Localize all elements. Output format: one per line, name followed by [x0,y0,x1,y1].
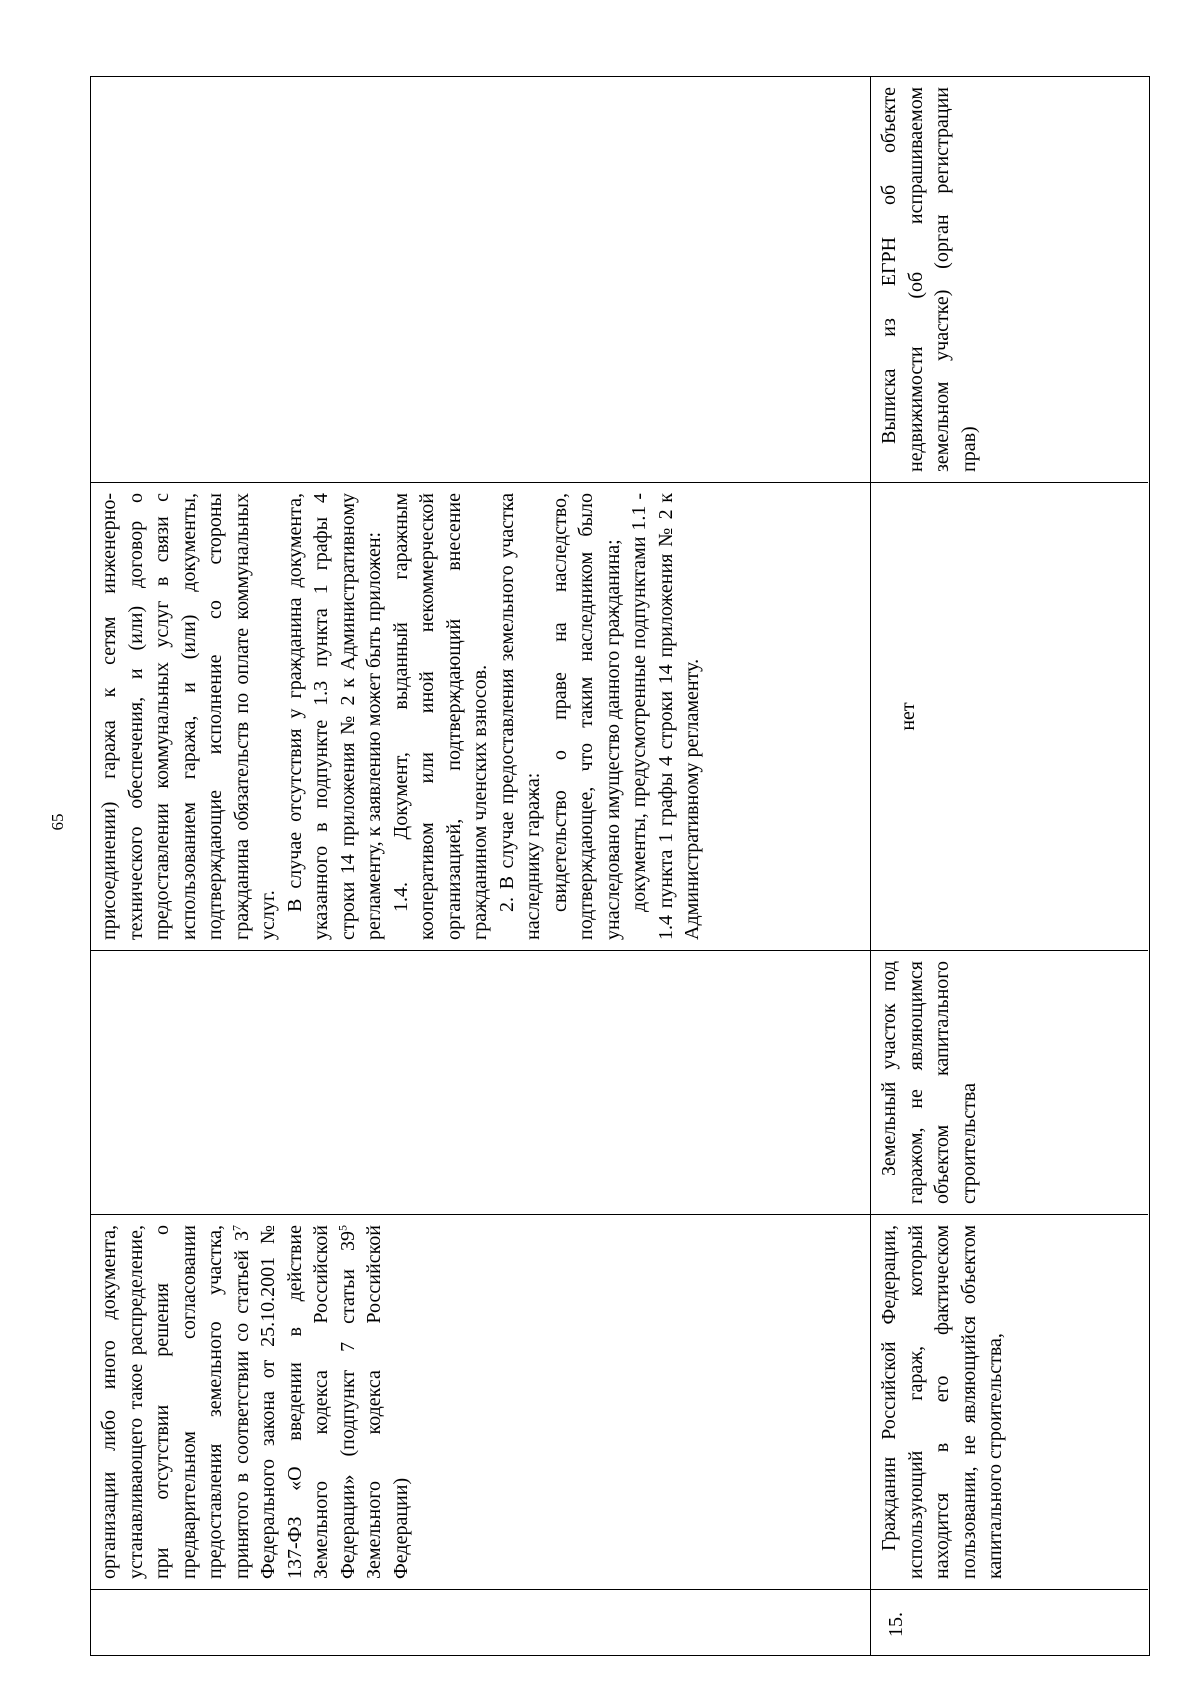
documents-paragraph: свидетельство о праве на наследство, подтверждающее, что таким наследником было унаследовано имущество данного гражданина; [548,493,624,940]
cell-documents-continued [91,482,870,950]
documents-text: нет [897,702,919,731]
cell-object-empty [91,950,870,1214]
documents-text [91,483,710,950]
documents-paragraph: 1.4. Документ, выданный гаражным кооперативом или иной некоммерческой организацией, подтверждающий внесение гражданином членских взносов. [389,493,491,940]
table-landscape [90,76,1150,1656]
page-number: 65 [48,813,67,831]
table-row-continued [91,76,871,1655]
cell-applicant-continued [91,1214,870,1589]
cell-extract-empty [91,77,870,482]
documents-paragraph: документы, предусмотренные подпунктами 1.1 - 1.4 пункта 1 графы 4 строки 14 приложения № 2 к Административному регламенту. [628,493,703,940]
documents-paragraph: присоединении) гаража к сетям инженерно-технического обеспечения, и (или) договор о предоставлении коммунальных услуг в связи с использованием гаража, и (или) документы, подтверждающие исполнение со стороны гражданина обязательств по оплате коммунальных услуг. [98,493,279,940]
extract-text: Выписка из ЕГРН об объекте недвижимости (об испрашиваемом земельном участке) (орган регистрации прав) [878,87,980,472]
row-number: 15. [885,1612,907,1637]
table-row-15 [871,76,1148,1655]
cell-object [871,950,1148,1214]
applicant-text: Гражданин Российской Федерации, использующий гараж, который находится в его фактическом пользовании, не являющийся объектом капитального строительства, [878,1225,1006,1579]
cell-number-empty [91,1589,870,1655]
object-text: Земельный участок под гаражом, не являющимся объектом капитального строительства [878,961,980,1204]
cell-extract [871,77,1148,482]
document-table [90,76,1150,1656]
cell-applicant [871,1214,1148,1589]
cell-row-number [871,1589,1148,1655]
applicant-text: организации либо иного документа, устанавливающего такое распределение, при отсутствии решения о предварительном согласовании предоставления земельного участка, принятого в соответствии со статьей $3^7$ Федерального закона от 25.10.2001 № 137-ФЗ «О введении в действие Земельного кодекса Российской Федерации» (подпункт 7 статьи $39^5$ Земельного кодекса Российской Федерации) [98,1225,412,1579]
documents-paragraph: 2. В случае предоставления земельного участка наследнику гаража: [495,493,544,940]
cell-documents [871,482,1148,950]
documents-paragraph: В случае отсутствия у гражданина документа, указанного в подпункте 1.3 пункта 1 графы 4 строки 14 приложения № 2 к Административному регламенту, к заявлению может быть приложен: [283,493,385,940]
